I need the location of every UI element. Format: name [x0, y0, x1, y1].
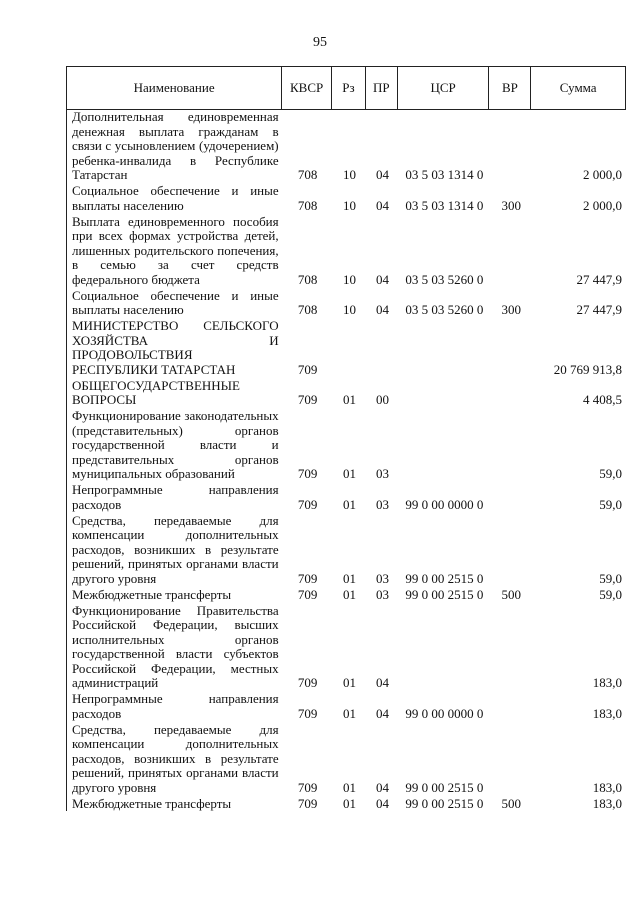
cell-rz: 01 — [343, 392, 356, 407]
cell-rz: 01 — [343, 466, 356, 481]
cell-pr: 03 — [375, 586, 389, 602]
cell-kvsr: 708 — [297, 271, 318, 287]
table-row — [67, 110, 626, 183]
cell-kvsr: 709 — [297, 779, 318, 795]
cell-csr: 03 5 03 5260 0 — [405, 271, 484, 287]
table-row — [67, 215, 626, 288]
cell-rz: 01 — [343, 570, 356, 586]
cell-pr: 04 — [375, 271, 389, 287]
cell-kvsr: 709 — [297, 795, 318, 811]
table-row — [67, 588, 626, 603]
cell-sum: 59,0 — [599, 496, 622, 512]
header-rz: Рз — [332, 67, 366, 109]
cell-pr: 03 — [375, 496, 389, 512]
cell-rz: 10 — [343, 197, 356, 213]
cell-sum: 27 447,9 — [576, 271, 622, 287]
cell-name: Средства, передаваемые для компенсации дополнительных расходов, возникших в результате решений, принятых органами власти другого уровня — [72, 721, 279, 795]
table-row — [67, 692, 626, 721]
cell-sum: 59,0 — [599, 466, 622, 481]
cell-csr: 99 0 00 2515 0 — [405, 779, 484, 795]
cell-sum: 2 000,0 — [582, 167, 622, 182]
cell-pr: 03 — [375, 466, 389, 481]
budget-table — [66, 66, 626, 813]
cell-vr: 500 — [501, 586, 521, 602]
cell-rz: 01 — [343, 586, 356, 602]
cell-sum: 27 447,9 — [576, 302, 622, 317]
cell-name: МИНИСТЕРСТВО СЕЛЬСКОГО ХОЗЯЙСТВА И ПРОДОВОЛЬСТВИЯ РЕСПУБЛИКИ ТАТАРСТАН — [72, 318, 279, 377]
cell-sum: 59,0 — [599, 570, 622, 586]
header-csr: ЦСР — [398, 67, 490, 109]
cell-pr: 03 — [375, 570, 389, 586]
header-pr: ПР — [366, 67, 398, 109]
cell-sum: 4 408,5 — [582, 392, 622, 407]
cell-csr: 03 5 03 1314 0 — [405, 167, 484, 182]
cell-vr: 300 — [501, 197, 521, 213]
cell-pr: 04 — [375, 705, 389, 721]
cell-name: ОБЩЕГОСУДАРСТВЕННЫЕ ВОПРОСЫ — [72, 377, 240, 407]
cell-name: Межбюджетные трансферты — [72, 586, 232, 602]
cell-sum: 59,0 — [599, 586, 622, 602]
cell-rz: 10 — [343, 271, 356, 287]
table-body — [66, 110, 626, 811]
cell-kvsr: 709 — [297, 705, 318, 721]
table-row — [67, 409, 626, 482]
cell-name: Межбюджетные трансферты — [72, 795, 232, 811]
header-vr: ВР — [489, 67, 531, 109]
cell-vr: 300 — [501, 302, 521, 317]
cell-kvsr: 709 — [297, 361, 318, 377]
cell-kvsr: 709 — [297, 586, 318, 602]
cell-kvsr: 708 — [297, 167, 318, 182]
cell-sum: 183,0 — [592, 795, 622, 811]
cell-rz: 01 — [343, 675, 356, 690]
cell-rz: 01 — [343, 496, 356, 512]
header-sum: Сумма — [559, 80, 597, 95]
cell-name: Социальное обеспечение и иные выплаты населению — [72, 183, 279, 213]
cell-kvsr: 709 — [297, 466, 318, 481]
cell-pr: 04 — [375, 197, 389, 213]
cell-csr: 99 0 00 2515 0 — [405, 586, 484, 602]
table-row — [67, 723, 626, 796]
header-name: Наименование — [67, 67, 282, 109]
cell-sum: 2 000,0 — [582, 197, 622, 213]
cell-pr: 04 — [375, 167, 389, 182]
cell-kvsr: 708 — [297, 197, 318, 213]
table-row — [67, 483, 626, 512]
cell-rz: 01 — [343, 779, 356, 795]
table-header — [66, 66, 626, 110]
cell-name: Функционирование законодательных (представительных) органов государственной власти и представительных органов муниципальных образований — [72, 408, 279, 481]
cell-sum: 183,0 — [592, 705, 622, 721]
cell-kvsr: 709 — [297, 496, 318, 512]
cell-pr: 04 — [375, 795, 389, 811]
cell-rz: 10 — [343, 167, 356, 182]
cell-pr: 00 — [375, 392, 389, 407]
cell-name: Непрограммные направления расходов — [72, 691, 279, 721]
table-row — [67, 604, 626, 691]
cell-name: Социальное обеспечение и иные выплаты населению — [72, 287, 279, 317]
cell-rz: 01 — [343, 705, 356, 721]
header-kvsr: КВСР — [282, 67, 332, 109]
table-row — [67, 514, 626, 587]
cell-rz: 10 — [343, 302, 356, 317]
cell-csr: 03 5 03 1314 0 — [405, 197, 484, 213]
cell-name: Дополнительная единовременная денежная выплата гражданам в связи с усыновлением (удочерением) ребенка-инвалида в Республике Татарстан — [72, 109, 279, 182]
cell-name: Средства, передаваемые для компенсации дополнительных расходов, возникших в результате решений, принятых органами власти другого уровня — [72, 512, 279, 586]
page-number: 95 — [313, 35, 327, 50]
table-row — [67, 319, 626, 377]
cell-csr: 99 0 00 0000 0 — [405, 705, 484, 721]
cell-kvsr: 709 — [297, 675, 318, 690]
table-row — [67, 797, 626, 812]
cell-name: Выплата единовременного пособия при всех формах устройства детей, лишенных родительского попечения, в семью за счет средств федерального бюджета — [72, 213, 279, 287]
cell-name: Непрограммные направления расходов — [72, 482, 279, 512]
table-row — [67, 184, 626, 213]
cell-sum: 183,0 — [592, 779, 622, 795]
cell-kvsr: 708 — [297, 302, 318, 317]
cell-csr: 99 0 00 2515 0 — [405, 795, 484, 811]
cell-csr: 99 0 00 2515 0 — [405, 570, 484, 586]
cell-sum: 183,0 — [592, 675, 622, 690]
cell-csr: 03 5 03 5260 0 — [405, 302, 484, 317]
cell-pr: 04 — [375, 302, 389, 317]
cell-name: Функционирование Правительства Российской Федерации, высших исполнительных органов государственной власти субъектов Российской Федерации, местных администраций — [72, 602, 279, 690]
cell-vr: 500 — [501, 795, 521, 811]
cell-rz: 01 — [343, 795, 356, 811]
cell-kvsr: 709 — [297, 392, 318, 407]
table-row — [67, 289, 626, 318]
cell-sum: 20 769 913,8 — [553, 361, 622, 377]
cell-pr: 04 — [375, 779, 389, 795]
cell-csr: 99 0 00 0000 0 — [405, 496, 484, 512]
cell-pr: 04 — [375, 675, 389, 690]
table-row — [67, 379, 626, 408]
cell-kvsr: 709 — [297, 570, 318, 586]
